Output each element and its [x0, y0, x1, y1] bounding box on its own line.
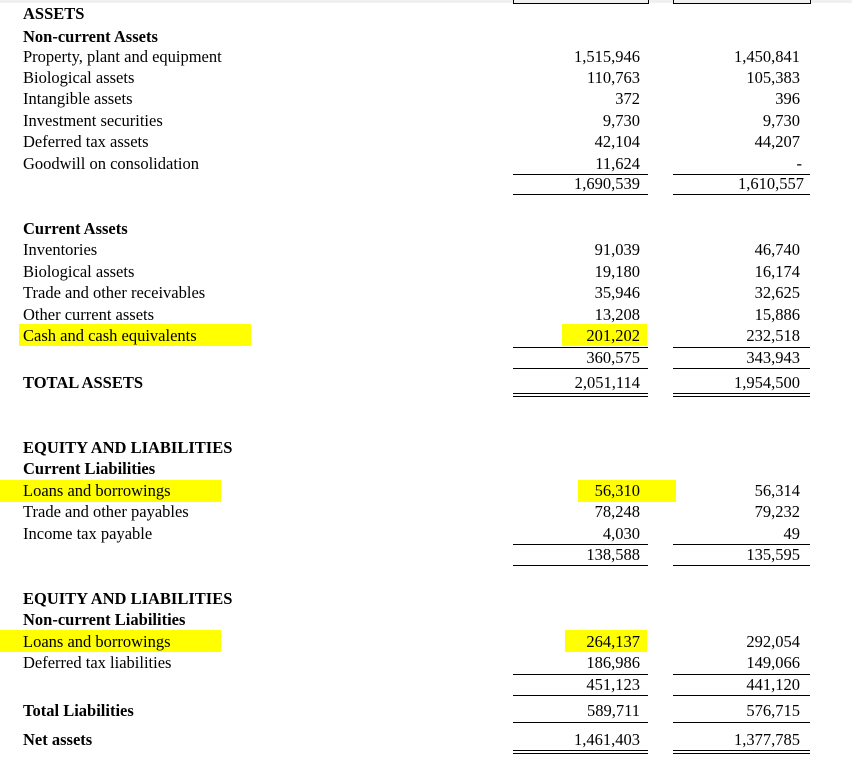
row-value-current-year: 19,180 — [594, 262, 640, 281]
total-assets-value: 2,051,114 — [574, 373, 640, 392]
current-liabilities-total: 138,588 — [586, 545, 640, 564]
row-label: Biological assets — [23, 68, 135, 87]
row-label: Loans and borrowings — [23, 481, 171, 500]
row-label: Intangible assets — [23, 89, 133, 108]
row-value-current-year: 11,624 — [595, 154, 640, 173]
row-label: Property, plant and equipment — [23, 47, 222, 66]
total-rule — [673, 368, 810, 369]
row-value-current-year: 42,104 — [594, 132, 640, 151]
total-rule — [513, 722, 648, 723]
row-label: Other current assets — [23, 305, 155, 324]
row-value-current-year: 91,039 — [594, 240, 640, 259]
total-rule — [673, 695, 810, 696]
row-value-prior-year: 292,054 — [746, 632, 800, 651]
total-rule — [673, 565, 810, 566]
total-rule — [673, 722, 810, 723]
double-rule — [513, 393, 648, 394]
row-value-prior-year: 1,450,841 — [734, 47, 800, 66]
row-value-current-year: 1,515,946 — [574, 47, 640, 66]
total-assets-value-prior: 1,954,500 — [734, 373, 800, 392]
row-value-prior-year: 49 — [783, 524, 800, 543]
total-assets-label: TOTAL ASSETS — [23, 373, 144, 392]
total-liabilities-label: Total Liabilities — [23, 701, 134, 720]
column-1-header-box-left — [513, 0, 514, 4]
row-value-prior-year: 15,886 — [754, 305, 800, 324]
row-label: Inventories — [23, 240, 98, 259]
double-rule — [673, 396, 810, 397]
current-liabilities-heading: Current Liabilities — [23, 459, 156, 478]
net-assets-value-prior: 1,377,785 — [734, 730, 800, 749]
non-current-liabilities-heading: Non-current Liabilities — [23, 610, 186, 629]
non-current-assets-heading: Non-current Assets — [23, 27, 158, 46]
total-rule — [673, 194, 810, 195]
row-value-current-year: 264,137 — [586, 632, 640, 651]
row-value-prior-year: 56,314 — [754, 481, 800, 500]
row-value-current-year: 201,202 — [586, 326, 640, 345]
column-2-header-box-left — [673, 0, 674, 4]
net-assets-label: Net assets — [23, 730, 93, 749]
total-liabilities-value: 589,711 — [586, 701, 640, 720]
row-value-prior-year: 46,740 — [754, 240, 800, 259]
row-value-current-year: 13,208 — [594, 305, 640, 324]
column-1-header-box-right — [648, 0, 649, 4]
row-label: Investment securities — [23, 111, 163, 130]
row-value-prior-year: - — [796, 154, 802, 173]
total-rule — [513, 695, 648, 696]
column-2-header-box-right — [810, 0, 811, 4]
double-rule — [673, 393, 810, 394]
equity-liabilities-heading: EQUITY AND LIABILITIES — [23, 438, 233, 457]
row-value-prior-year: 79,232 — [754, 502, 800, 521]
row-value-current-year: 372 — [615, 89, 640, 108]
row-label: Loans and borrowings — [23, 632, 171, 651]
double-rule — [513, 396, 648, 397]
row-value-current-year: 110,763 — [586, 68, 640, 87]
row-label: Goodwill on consolidation — [23, 154, 199, 173]
total-rule — [513, 368, 648, 369]
row-value-current-year: 78,248 — [594, 502, 640, 521]
row-value-current-year: 9,730 — [602, 111, 640, 130]
row-value-current-year: 56,310 — [594, 481, 640, 500]
row-value-current-year: 186,986 — [586, 653, 640, 672]
row-value-prior-year: 32,625 — [754, 283, 800, 302]
column-2-header-box-bottom — [673, 3, 810, 4]
double-rule — [673, 753, 810, 754]
non-current-liabilities-total-prior: 441,120 — [746, 675, 800, 694]
double-rule — [673, 750, 810, 751]
row-value-current-year: 35,946 — [594, 283, 640, 302]
row-value-prior-year: 9,730 — [762, 111, 800, 130]
current-assets-total-prior: 343,943 — [746, 348, 800, 367]
current-assets-heading: Current Assets — [23, 219, 128, 238]
equity-liabilities-heading-2: EQUITY AND LIABILITIES — [23, 589, 233, 608]
double-rule — [513, 753, 648, 754]
row-value-prior-year: 105,383 — [746, 68, 800, 87]
double-rule — [513, 750, 648, 751]
row-value-prior-year: 396 — [775, 89, 800, 108]
row-label: Trade and other payables — [23, 502, 189, 521]
non-current-assets-total-prior: 1,610,557 — [738, 174, 804, 193]
row-label: Cash and cash equivalents — [23, 326, 197, 345]
total-liabilities-value-prior: 576,715 — [746, 701, 800, 720]
net-assets-value: 1,461,403 — [574, 730, 640, 749]
non-current-assets-total: 1,690,539 — [574, 174, 640, 193]
row-value-prior-year: 149,066 — [746, 653, 800, 672]
column-1-header-box-bottom — [513, 3, 648, 4]
assets-heading: ASSETS — [23, 4, 85, 23]
total-rule — [513, 565, 648, 566]
total-rule — [513, 194, 648, 195]
row-value-prior-year: 44,207 — [754, 132, 800, 151]
current-assets-total: 360,575 — [586, 348, 640, 367]
current-liabilities-total-prior: 135,595 — [746, 545, 800, 564]
row-value-prior-year: 232,518 — [746, 326, 800, 345]
row-label: Income tax payable — [23, 524, 153, 543]
row-label: Deferred tax assets — [23, 132, 149, 151]
row-label: Deferred tax liabilities — [23, 653, 172, 672]
row-value-current-year: 4,030 — [602, 524, 640, 543]
non-current-liabilities-total: 451,123 — [586, 675, 640, 694]
row-label: Trade and other receivables — [23, 283, 206, 302]
row-label: Biological assets — [23, 262, 135, 281]
row-value-prior-year: 16,174 — [754, 262, 800, 281]
